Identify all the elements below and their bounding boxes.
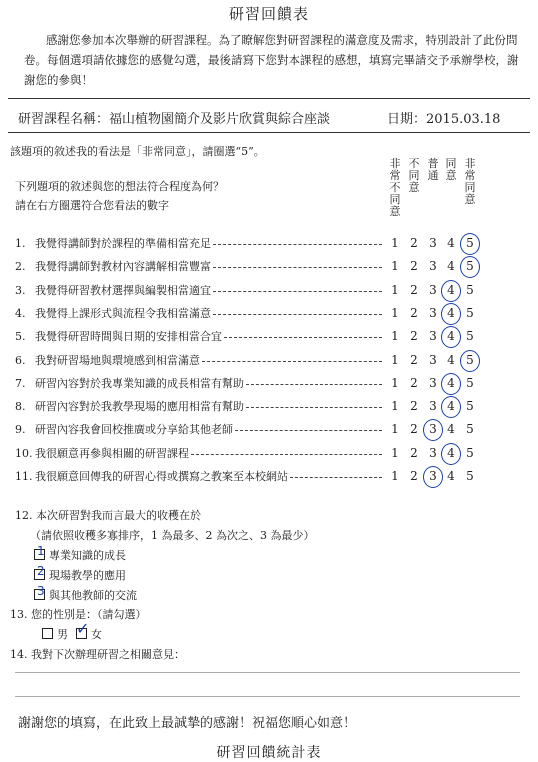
rating-item	[15, 232, 211, 255]
selected-circle	[441, 303, 461, 325]
rating-item	[15, 465, 288, 488]
course-title: 福山植物園簡介及影片欣賞與綜合座談	[109, 112, 331, 127]
item-text: 我覺得研習教材選擇與編製相當適宜	[35, 284, 211, 297]
course-label: 研習課程名稱：	[18, 112, 110, 127]
score-option[interactable]: 3	[429, 376, 437, 390]
scale-header-strongly-agree: 非常同意	[464, 157, 476, 206]
score-option[interactable]: 3	[429, 353, 437, 367]
item-number: 3.	[15, 284, 26, 297]
dash-leader	[191, 454, 382, 455]
form-title: 研習回饋表	[228, 5, 309, 23]
scale-header-disagree: 不同意	[408, 157, 420, 194]
rating-item	[15, 279, 211, 302]
rating-item	[15, 442, 189, 465]
rating-item	[15, 418, 233, 441]
score-option[interactable]: 1	[391, 329, 399, 343]
selected-circle	[460, 350, 480, 372]
score-option[interactable]: 2	[410, 446, 418, 460]
selected-circle	[423, 466, 443, 488]
scale-header-agree: 同意	[445, 157, 457, 182]
item-text: 我覺得講師對於課程的準備相當充足	[35, 237, 211, 250]
q13-title: 13. 您的性別是：（請勾選）	[10, 608, 147, 621]
dash-leader	[235, 430, 382, 431]
q12-option[interactable]	[34, 567, 126, 583]
male-label: 男	[57, 628, 68, 641]
divider	[8, 132, 530, 133]
prompt-line-1: 下列題項的敘述與您的想法符合程度為何？	[15, 180, 224, 193]
score-option[interactable]: 1	[391, 353, 399, 367]
selected-circle	[460, 233, 480, 255]
score-option[interactable]: 5	[466, 399, 474, 413]
score-option[interactable]: 1	[391, 259, 399, 273]
rating-item	[15, 255, 211, 278]
score-option[interactable]: 4	[447, 399, 455, 413]
rank-mark: 3	[37, 584, 45, 598]
dash-leader	[290, 477, 382, 478]
score-option[interactable]: 5	[466, 353, 474, 367]
item-text: 我覺得研習時間與日期的安排相當合宜	[35, 330, 222, 343]
score-option[interactable]: 2	[410, 469, 418, 483]
dash-leader	[213, 314, 382, 315]
item-number: 11.	[15, 470, 33, 483]
dash-leader	[224, 337, 382, 338]
score-option[interactable]: 2	[410, 236, 418, 250]
score-option[interactable]: 4	[447, 446, 455, 460]
intro-paragraph: 感謝您參加本次舉辦的研習課程。為了瞭解您對研習課程的滿意度及需求，特別設計了此份問卷。每個選項請依據您的感覺勾選，最後請寫下您對本課程的感想，填寫完畢請交予承辦學校，謝謝您的參與！	[24, 33, 519, 87]
option-label: 專業知識的成長	[49, 549, 126, 562]
score-option[interactable]: 5	[466, 306, 474, 320]
score-option[interactable]: 2	[410, 283, 418, 297]
rating-item	[15, 349, 200, 372]
score-option[interactable]: 2	[410, 306, 418, 320]
selected-circle	[441, 396, 461, 418]
q12-option[interactable]	[34, 587, 137, 603]
score-option[interactable]: 2	[410, 422, 418, 436]
selected-circle	[441, 373, 461, 395]
selected-circle	[423, 419, 443, 441]
item-number: 9.	[15, 423, 26, 436]
score-option[interactable]: 1	[391, 283, 399, 297]
q12-option[interactable]	[34, 547, 126, 563]
item-number: 4.	[15, 307, 26, 320]
score-option[interactable]: 3	[429, 236, 437, 250]
score-option[interactable]: 2	[410, 376, 418, 390]
score-option[interactable]: 5	[466, 376, 474, 390]
item-text: 研習內容我會回校推廣或分享給其他老師	[35, 423, 233, 436]
score-option[interactable]: 5	[466, 236, 474, 250]
q14-title: 14. 我對下次辦理研習之相關意見：	[10, 648, 185, 661]
score-option[interactable]: 4	[447, 469, 455, 483]
score-option[interactable]: 4	[447, 422, 455, 436]
selected-circle	[441, 443, 461, 465]
prompt-line-2: 請在右方圈選符合您看法的數字	[15, 199, 169, 212]
score-option[interactable]: 1	[391, 469, 399, 483]
scale-header-strongly-disagree: 非常不同意	[389, 157, 401, 218]
gender-male-option[interactable]	[42, 626, 68, 642]
course-date	[387, 108, 500, 127]
score-option[interactable]: 3	[429, 422, 437, 436]
score-option[interactable]: 3	[429, 399, 437, 413]
item-text: 我很願意回傳我的研習心得或撰寫之教案至本校網站	[35, 470, 288, 483]
score-option[interactable]: 2	[410, 259, 418, 273]
item-text: 研習內容對於我專業知識的成長相當有幫助	[35, 377, 244, 390]
score-option[interactable]: 4	[447, 236, 455, 250]
footer-title: 研習回饋統計表	[216, 745, 322, 761]
score-option[interactable]: 5	[466, 469, 474, 483]
score-option[interactable]: 3	[429, 283, 437, 297]
score-option[interactable]: 3	[429, 306, 437, 320]
answer-line[interactable]	[15, 672, 520, 673]
score-option[interactable]: 3	[429, 446, 437, 460]
score-option[interactable]: 1	[391, 236, 399, 250]
score-option[interactable]: 3	[429, 329, 437, 343]
score-option[interactable]: 4	[447, 376, 455, 390]
dash-leader	[246, 384, 382, 385]
score-option[interactable]: 2	[410, 329, 418, 343]
selected-circle	[441, 326, 461, 348]
instruction-text: 該題項的敘述我的看法是「非常同意」，請圈選“5”。	[10, 145, 265, 158]
score-option[interactable]: 5	[466, 283, 474, 297]
rating-item	[15, 395, 244, 418]
date-value: 2015.03.18	[426, 112, 501, 127]
item-text: 我很願意再參與相關的研習課程	[35, 447, 189, 460]
selected-circle	[460, 256, 480, 278]
score-option[interactable]: 5	[466, 422, 474, 436]
score-option[interactable]: 2	[410, 399, 418, 413]
dash-leader	[213, 291, 382, 292]
dash-leader	[202, 361, 382, 362]
score-option[interactable]: 1	[391, 422, 399, 436]
answer-line[interactable]	[15, 696, 520, 697]
score-option[interactable]: 5	[466, 446, 474, 460]
female-label: 女	[91, 628, 102, 641]
item-number: 6.	[15, 354, 26, 367]
item-number: 10.	[15, 447, 33, 460]
score-option[interactable]: 1	[391, 306, 399, 320]
checkbox[interactable]	[42, 628, 53, 639]
score-option[interactable]: 4	[447, 283, 455, 297]
score-option[interactable]: 2	[410, 353, 418, 367]
selected-circle	[441, 280, 461, 302]
score-option[interactable]: 4	[447, 353, 455, 367]
dash-leader	[246, 407, 382, 408]
date-label: 日期：	[387, 112, 427, 127]
rank-mark: 2	[37, 564, 45, 578]
dash-leader	[213, 244, 382, 245]
dash-leader	[213, 267, 382, 268]
check-mark-icon: ✓	[76, 619, 90, 638]
score-option[interactable]: 3	[429, 259, 437, 273]
item-number: 7.	[15, 377, 26, 390]
item-number: 1.	[15, 237, 26, 250]
q12-title: 12. 本次研習對我而言最大的收穫在於	[15, 509, 201, 522]
item-number: 2.	[15, 260, 26, 273]
scale-header-neutral: 普通	[427, 157, 439, 182]
score-option[interactable]: 1	[391, 446, 399, 460]
score-option[interactable]: 3	[429, 469, 437, 483]
score-option[interactable]: 1	[391, 399, 399, 413]
divider	[8, 98, 530, 99]
score-option[interactable]: 5	[466, 259, 474, 273]
item-text: 我對研習場地與環境感到相當滿意	[35, 354, 200, 367]
item-number: 5.	[15, 330, 26, 343]
score-option[interactable]: 1	[391, 376, 399, 390]
option-label: 現場教學的應用	[49, 569, 126, 582]
rating-item	[15, 325, 222, 348]
item-text: 我覺得講師對教材內容講解相當豐富	[35, 260, 211, 273]
score-option[interactable]: 5	[466, 329, 474, 343]
q12-subtitle: （請依照收穫多寡排序，1 為最多、2 為次之、3 為最少）	[30, 529, 315, 542]
course-name	[18, 108, 330, 127]
score-option[interactable]: 4	[447, 306, 455, 320]
rank-mark: 1	[37, 544, 45, 558]
item-text: 研習內容對於我教學現場的應用相當有幫助	[35, 400, 244, 413]
option-label: 與其他教師的交流	[49, 589, 137, 602]
rating-item	[15, 372, 244, 395]
score-option[interactable]: 4	[447, 259, 455, 273]
thanks-text: 謝謝您的填寫，在此致上最誠摯的感謝！祝福您順心如意！	[18, 716, 357, 731]
score-option[interactable]: 4	[447, 329, 455, 343]
item-text: 我覺得上課形式與流程令我相當滿意	[35, 307, 211, 320]
rating-item	[15, 302, 211, 325]
item-number: 8.	[15, 400, 26, 413]
